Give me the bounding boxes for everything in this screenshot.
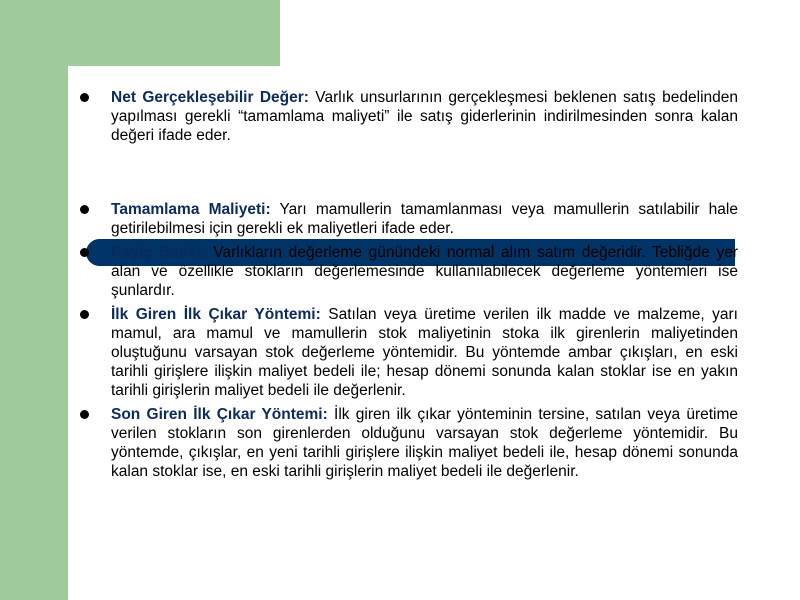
green-sidebar-decoration xyxy=(0,0,68,600)
bullet-icon xyxy=(80,410,89,419)
bullet-list-bottom xyxy=(80,200,738,486)
bullet-item xyxy=(80,88,738,145)
bullet-item xyxy=(80,200,738,238)
term-label: İlk Giren İlk Çıkar Yöntemi: xyxy=(111,306,321,323)
bullet-item xyxy=(80,405,738,481)
bullet-item xyxy=(80,243,738,300)
green-header-decoration xyxy=(68,0,280,66)
term-label: Tamamlama Maliyeti: xyxy=(111,201,271,218)
bullet-icon xyxy=(80,248,89,257)
term-label: Net Gerçekleşebilir Değer: xyxy=(111,89,309,106)
term-description: İlk giren ilk çıkar yönteminin tersine, satılan veya üretime verilen stokların son girenlerden olduğunu varsayan stok değerleme yöntemidir. Bu yöntemde, çıkışlar, en yeni tarihli girişlere ilişkin maliyet bedeli ile, hesap dönemi sonunda kalan stoklar ise, en eski tarihli girişlerin maliyet bedeli ile değerlenir. xyxy=(111,406,739,480)
term-description: Varlık unsurlarının gerçekleşmesi beklenen satış bedelinden yapılması gerekli “tamamlama maliyeti” ile satış giderlerinin indirilmesinden sonra kalan değeri ifade eder. xyxy=(111,89,738,144)
bullet-icon xyxy=(80,310,89,319)
term-label: Son Giren İlk Çıkar Yöntemi: xyxy=(111,406,328,423)
bullet-list-top xyxy=(80,88,738,150)
term-description: Varlıkların değerleme günündeki normal alım satım değeridir. Tebliğde yer alan ve özellikle stokların değerlemesinde kullanılabilecek değerleme yöntemleri ise şunlardır. xyxy=(111,244,739,299)
bullet-icon xyxy=(80,205,89,214)
bullet-icon xyxy=(80,93,89,102)
term-description: Yarı mamullerin tamamlanması veya mamullerin satılabilir hale getirilebilmesi için gerekli ek maliyetleri ifade eder. xyxy=(111,201,738,237)
term-label: Rayiç Bedel: xyxy=(111,244,207,261)
bullet-item xyxy=(80,305,738,400)
term-description: Satılan veya üretime verilen ilk madde ve malzeme, yarı mamul, ara mamul ve mamullerin stok maliyetinin stoka ilk girenlerin maliyetinden oluştuğunu varsayan stok değerleme yöntemidir. Bu yöntemde ambar çıkışları, en eski tarihli girişlere ilişkin maliyet bedeli ile; hesap dönemi sonunda kalan stoklar ise en yakın tarihli girişlerin maliyet bedeli ile değerlenir. xyxy=(111,306,738,399)
